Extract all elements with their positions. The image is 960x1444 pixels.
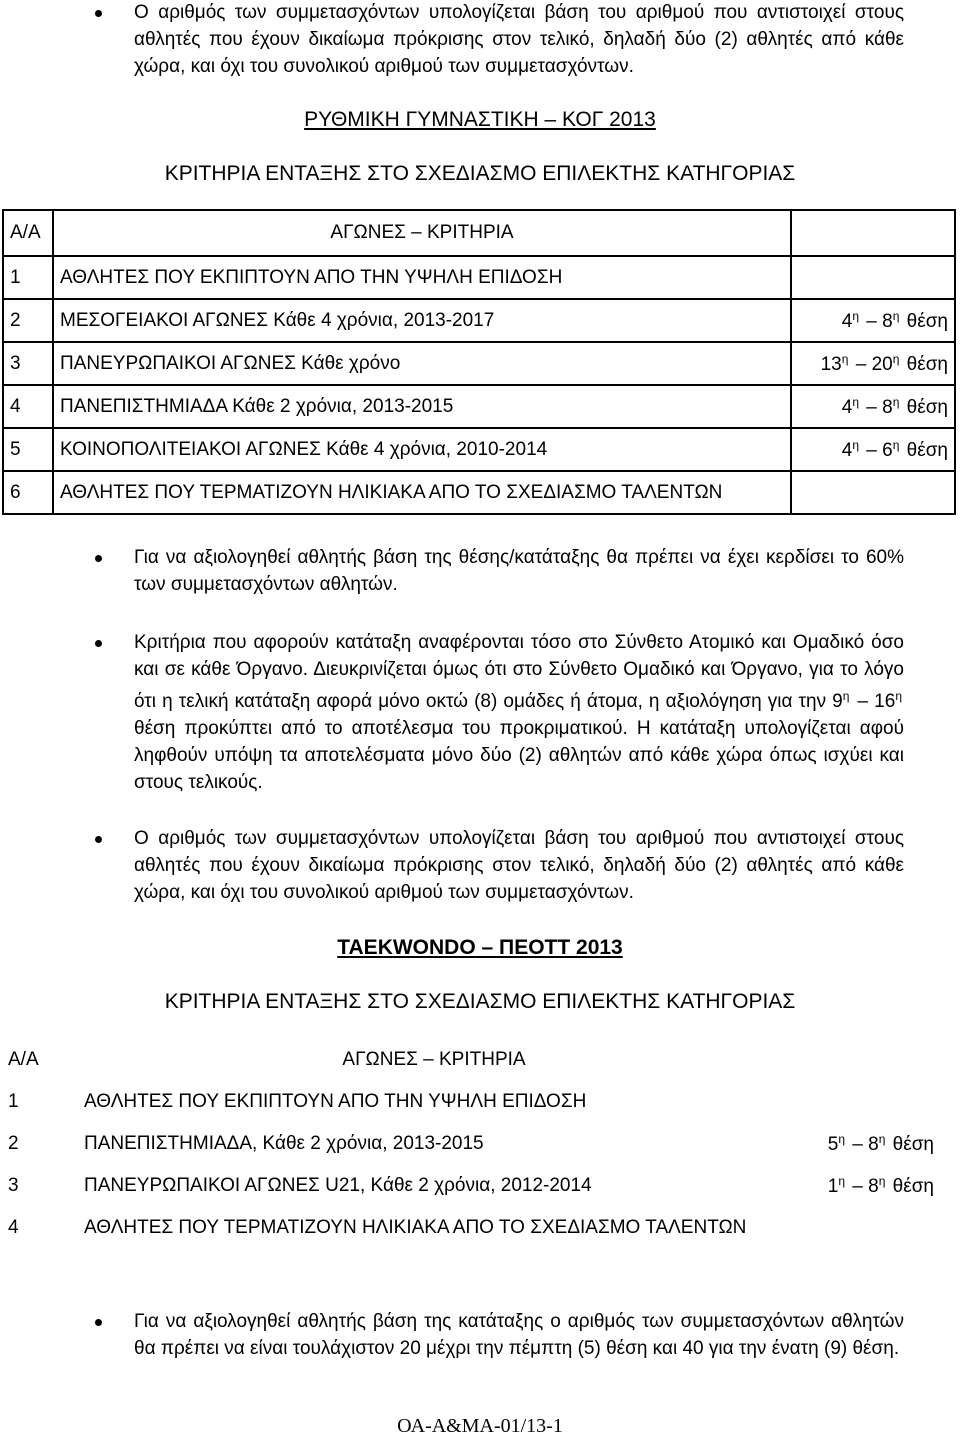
section-title-rhythmic: ΡΥΘΜΙΚΗ ΓΥΜΝΑΣΤΙΚΗ – ΚΟΓ 2013 xyxy=(304,108,656,131)
table-row xyxy=(8,1081,934,1123)
section-subtitle-rhythmic: ΚΡΙΤΗΡΙΑ ΕΝΤΑΞΗΣ ΣΤΟ ΣΧΕΔΙΑΣΜΟ ΕΠΙΛΕΚΤΗΣ ΚΑΤΗΓΟΡΙΑΣ xyxy=(164,162,796,185)
table-header-row xyxy=(3,210,955,256)
bullet-participants-note-top xyxy=(104,0,904,80)
bullet-evaluation-60 xyxy=(104,544,904,598)
row-result xyxy=(784,1081,934,1123)
bullet-text: Ο αριθμός των συμμετασχόντων υπολογίζεται βάση του αριθμού που αντιστοιχεί στους αθλητές που έχουν δικαίωμα πρόκρισης στον τελικό, δηλαδή δύο (2) αθλητές από κάθε χώρα, και όχι του συνολικού αριθμού των συμμετασχόντων. xyxy=(134,2,904,77)
bullet-icon xyxy=(95,836,102,843)
section-subtitle-taekwondo: ΚΡΙΤΗΡΙΑ ΕΝΤΑΞΗΣ ΣΤΟ ΣΧΕΔΙΑΣΜΟ ΕΠΙΛΕΚΤΗΣ ΚΑΤΗΓΟΡΙΑΣ xyxy=(164,990,796,1013)
bullet-icon xyxy=(95,555,102,562)
row-item: ΑΘΛΗΤΕΣ ΠΟΥ ΤΕΡΜΑΤΙΖΟΥΝ ΗΛΙΚΙΑΚΑ ΑΠΟ ΤΟ ΣΧΕΔΙΑΣΜΟ ΤΑΛΕΝΤΩΝ xyxy=(53,471,791,514)
table-row xyxy=(8,1123,934,1165)
bullet-text: Για να αξιολογηθεί αθλητής βάση της θέσης/κατάταξης θα πρέπει να έχει κερδίσει το 60% των συμμετασχόντων αθλητών. xyxy=(134,547,904,595)
table-row xyxy=(3,299,955,342)
table-row xyxy=(8,1207,934,1249)
header-item: ΑΓΩΝΕΣ – ΚΡΙΤΗΡΙΑ xyxy=(342,1049,526,1070)
criteria-table-rhythmic xyxy=(2,209,956,515)
row-result: $4^\eta - 6^\eta$ θέση xyxy=(791,428,955,471)
criteria-table-taekwondo xyxy=(8,1039,934,1249)
row-result: $4^\eta - 8^\eta$ θέση xyxy=(791,385,955,428)
row-item: ΠΑΝΕΠΙΣΤΗΜΙΑΔΑ, Κάθε 2 χρόνια, 2013-2015 xyxy=(84,1133,484,1154)
row-num: 4 xyxy=(3,385,53,428)
row-result xyxy=(784,1207,934,1249)
table-header-row xyxy=(8,1039,934,1081)
row-num: 4 xyxy=(8,1217,19,1238)
table-row xyxy=(8,1165,934,1207)
row-result: $13^\eta - 20^\eta$ θέση xyxy=(791,342,955,385)
header-result xyxy=(791,210,955,256)
table-row xyxy=(3,428,955,471)
row-num: 1 xyxy=(3,256,53,299)
table-row xyxy=(3,256,955,299)
row-result: $1^\eta - 8^\eta$ θέση xyxy=(827,1174,934,1197)
bullet-text: Κριτήρια που αφορούν κατάταξη αναφέρονται τόσο στο Σύνθετο Ατομικό και Ομαδικό όσο και σε κάθε Όργανο. Διευκρινίζεται όμως ότι στο Σύνθετο Ομαδικό και Όργανο, για το λόγο ότι η τελική κατάταξη αφορά μόνο οκτώ (8) ομάδες ή άτομα, η αξιολόγηση για την $9^\eta - 16^\eta$ θέση προκύπτει από το αποτέλεσμα του προκριματικού. Η κατάταξη υπολογίζεται αφού ληφθούν υπόψη τα αποτελέσματα μόνο δύο (2) αθλητών από κάθε χώρα όπως ισχύει και στους τελικούς. xyxy=(134,632,904,793)
bullet-text: Για να αξιολογηθεί αθλητής βάση της κατάταξης ο αριθμός των συμμετασχόντων αθλητών θα πρέπει να είναι τουλάχιστον 20 μέχρι την πέμπτη (5) θέση και 40 για την ένατη (9) θέση. xyxy=(134,1311,904,1359)
row-num: 3 xyxy=(8,1175,19,1196)
row-item: ΑΘΛΗΤΕΣ ΠΟΥ ΤΕΡΜΑΤΙΖΟΥΝ ΗΛΙΚΙΑΚΑ ΑΠΟ ΤΟ ΣΧΕΔΙΑΣΜΟ ΤΑΛΕΝΤΩΝ xyxy=(84,1217,747,1238)
row-num: 1 xyxy=(8,1091,19,1112)
header-result xyxy=(784,1039,934,1081)
section-title-taekwondo: TAEKWONDO – ΠΕΟΤΤ 2013 xyxy=(337,936,623,959)
bullet-icon xyxy=(95,1319,102,1326)
row-item: ΑΘΛΗΤΕΣ ΠΟΥ ΕΚΠΙΠΤΟΥΝ ΑΠΟ ΤΗΝ ΥΨΗΛΗ ΕΠΙΔΟΣΗ xyxy=(53,256,791,299)
row-item: ΠΑΝΕΠΙΣΤΗΜΙΑΔΑ Κάθε 2 χρόνια, 2013-2015 xyxy=(53,385,791,428)
row-result: $5^\eta - 8^\eta$ θέση xyxy=(827,1132,934,1155)
header-num: Α/Α xyxy=(3,210,53,256)
row-num: 2 xyxy=(8,1133,19,1154)
table-row xyxy=(3,471,955,514)
row-num: 3 xyxy=(3,342,53,385)
row-item: ΠΑΝΕΥΡΩΠΑΙΚΟΙ ΑΓΩΝΕΣ Κάθε χρόνο xyxy=(53,342,791,385)
row-item: ΑΘΛΗΤΕΣ ΠΟΥ ΕΚΠΙΠΤΟΥΝ ΑΠΟ ΤΗΝ ΥΨΗΛΗ ΕΠΙΔΟΣΗ xyxy=(84,1091,587,1112)
row-result xyxy=(791,256,955,299)
row-result: $4^\eta - 8^\eta$ θέση xyxy=(791,299,955,342)
bullet-icon xyxy=(95,640,102,647)
bullet-participants-note xyxy=(104,825,904,906)
row-num: 2 xyxy=(3,299,53,342)
row-item: ΠΑΝΕΥΡΩΠΑΙΚΟΙ ΑΓΩΝΕΣ U21, Κάθε 2 χρόνια, 2012-2014 xyxy=(84,1175,592,1196)
document-code: ΟΑ-Α&ΜΑ-01/13-1 xyxy=(397,1415,563,1437)
row-num: 6 xyxy=(3,471,53,514)
header-item: ΑΓΩΝΕΣ – ΚΡΙΤΗΡΙΑ xyxy=(53,210,791,256)
bullet-text: Ο αριθμός των συμμετασχόντων υπολογίζεται βάση του αριθμού που αντιστοιχεί στους αθλητές που έχουν δικαίωμα πρόκρισης στον τελικό, δηλαδή δύο (2) αθλητές από κάθε χώρα, και όχι του συνολικού αριθμού των συμμετασχόντων. xyxy=(134,828,904,903)
bullet-ranking-criteria xyxy=(104,629,904,796)
row-result xyxy=(791,471,955,514)
row-item: ΜΕΣΟΓΕΙΑΚΟΙ ΑΓΩΝΕΣ Κάθε 4 χρόνια, 2013-2017 xyxy=(53,299,791,342)
table-row xyxy=(3,385,955,428)
header-num: Α/Α xyxy=(8,1049,39,1070)
table-row xyxy=(3,342,955,385)
row-item: ΚΟΙΝΟΠΟΛΙΤΕΙΑΚΟΙ ΑΓΩΝΕΣ Κάθε 4 χρόνια, 2010-2014 xyxy=(53,428,791,471)
bullet-taekwondo-evaluation xyxy=(104,1308,904,1362)
bullet-icon xyxy=(95,10,102,17)
row-num: 5 xyxy=(3,428,53,471)
